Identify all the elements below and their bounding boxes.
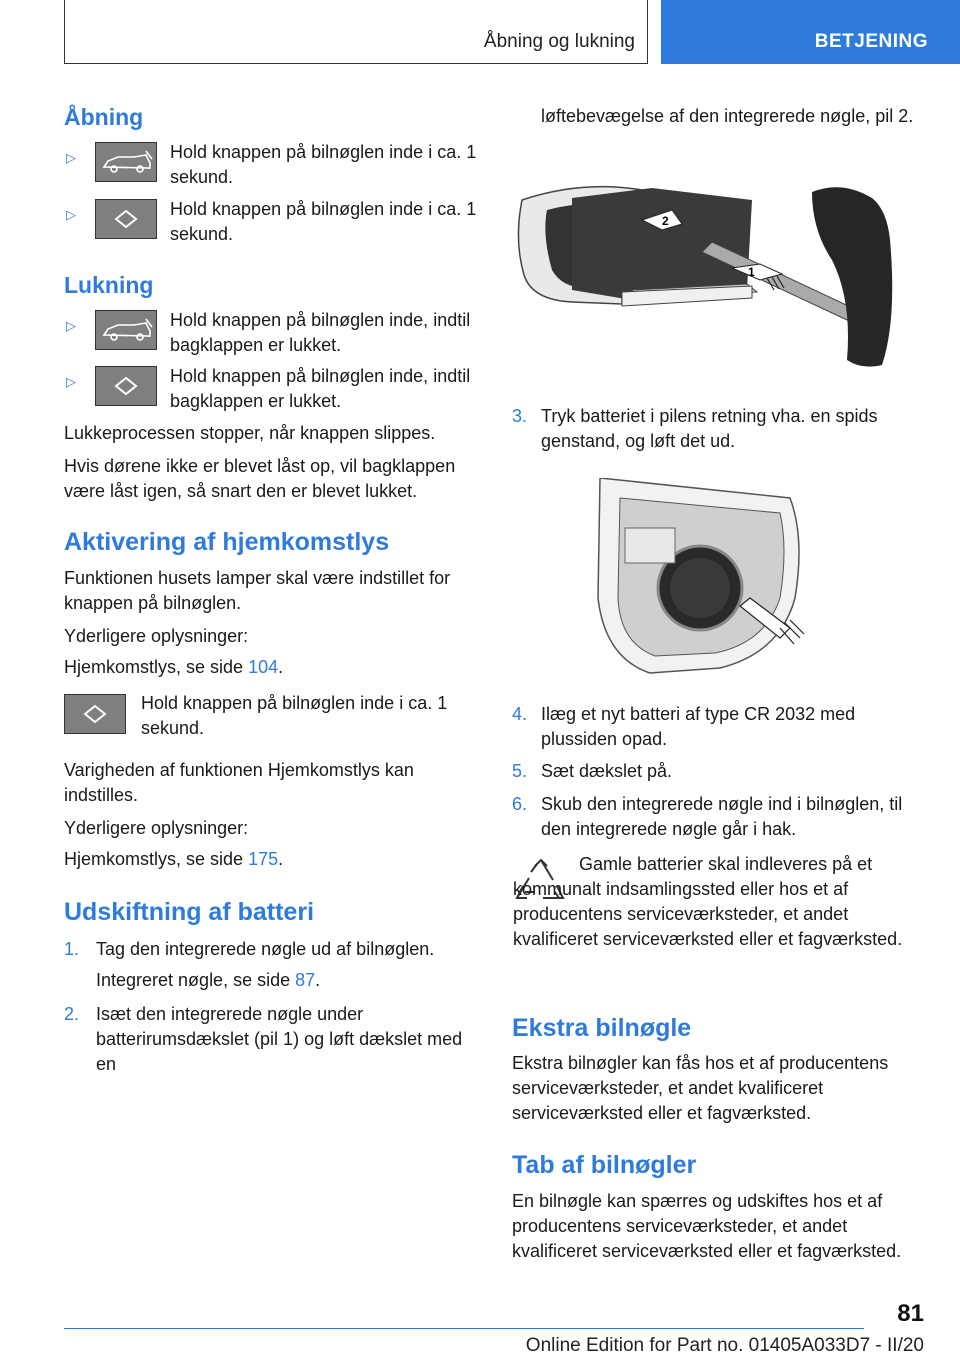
step-1: Tag den integrerede nøgle ud af bilnøglen. [96,939,435,959]
close-paragraph-2: Hvis dørene ikke er blevet låst op, vil bagklappen være låst igen, så snart den er blevet lukket. [64,456,456,501]
home-more-info-2: Yderligere oplysninger: [64,818,249,838]
step-number: 1. [64,939,80,959]
home-light-button-icon [95,366,157,406]
recycle-note: Gamle batterier skal indleveres på et kommunalt indsamlingssted eller hos et af producentens serviceværksteder, et andet kvalificeret serviceværksted eller et fagværksted. [513,854,903,949]
home-reference-1: Hjemkomstlys, se side 104. [64,657,284,677]
step-number: 4. [512,704,528,724]
heading-close: Lukning [64,272,154,298]
open-item-2: Hold knappen på bilnøglen inde i ca. 1 sekund. [170,199,477,244]
heading-battery: Udskiftning af batteri [64,898,315,926]
car-tailgate-icon [95,310,157,350]
home-light-button-icon [95,199,157,239]
footer-divider [64,1328,864,1329]
home-button-instruction: Hold knappen på bilnøglen inde i ca. 1 sekund. [141,693,448,738]
step-number: 5. [512,761,528,781]
step-number: 6. [512,794,528,814]
heading-lost-key: Tab af bilnøgler [512,1151,697,1179]
key-blade-removal-illustration [512,180,912,370]
home-paragraph-1: Funktionen husets lamper skal være indstillet for knappen på bilnøglen. [64,568,451,613]
page-link[interactable]: 175 [248,849,279,869]
lost-key-paragraph: En bilnøgle kan spærres og udskiftes hos et af producentens serviceværksteder, et andet kvalificeret serviceværksted eller et fagværksted. [512,1191,902,1261]
step-2: Isæt den integrerede nøgle under batterirumsdækslet (pil 1) og løft dækslet med en [96,1004,463,1074]
home-paragraph-2: Varigheden af funktionen Hjemkomstlys kan indstilles. [64,760,414,805]
header-section-label: BETJENING [814,31,928,52]
triangle-bullet-icon: ▷ [66,374,76,389]
home-reference-2: Hjemkomstlys, se side 175. [64,849,284,869]
header-left-box [64,0,648,64]
arrow-label-1: 1 [748,265,755,279]
close-item-1: Hold knappen på bilnøglen inde, indtil bagklappen er lukket. [170,310,471,355]
extra-key-paragraph: Ekstra bilnøgler kan fås hos et af producentens serviceværksteder, et andet kvalificeret serviceværksted eller et fagværksted. [512,1053,889,1123]
heading-open: Åbning [64,104,144,130]
home-more-info-1: Yderligere oplysninger: [64,626,249,646]
triangle-bullet-icon: ▷ [66,150,76,165]
step-3: Tryk batteriet i pilens retning vha. en spids genstand, og løft det ud. [541,406,878,451]
home-light-button-icon [64,694,126,734]
close-paragraph-1: Lukkeprocessen stopper, når knappen slippes. [64,423,436,443]
header-section-tab [661,0,960,64]
close-item-2: Hold knappen på bilnøglen inde, indtil bagklappen er lukket. [170,366,471,411]
open-item-1: Hold knappen på bilnøglen inde i ca. 1 sekund. [170,142,477,187]
step-5: Sæt dækslet på. [541,761,673,781]
header-title: Åbning og lukning [483,31,635,52]
arrow-label-2: 2 [662,214,669,228]
step-number: 3. [512,406,528,426]
car-tailgate-icon [95,142,157,182]
step-6: Skub den integrerede nøgle ind i bilnøglen, til den integrerede nøgle går i hak. [541,794,903,839]
step-1-reference: Integreret nøgle, se side 87. [96,970,321,990]
step-number: 2. [64,1004,80,1024]
step-2-continued: løftebevægelse af den integrerede nøgle, pil 2. [541,106,914,126]
footer-edition: Online Edition for Part no. 01405A033D7 - II/20 [525,1335,924,1356]
step-4: Ilæg et nyt batteri af type CR 2032 med plussiden opad. [541,704,856,749]
page-link[interactable]: 87 [295,970,316,990]
triangle-bullet-icon: ▷ [66,207,76,222]
page-link[interactable]: 104 [248,657,279,677]
heading-extra-key: Ekstra bilnøgle [512,1014,692,1042]
heading-home-light: Aktivering af hjemkomstlys [64,528,390,556]
battery-compartment-illustration [590,478,810,678]
triangle-bullet-icon: ▷ [66,318,76,333]
page-number: 81 [897,1300,924,1327]
